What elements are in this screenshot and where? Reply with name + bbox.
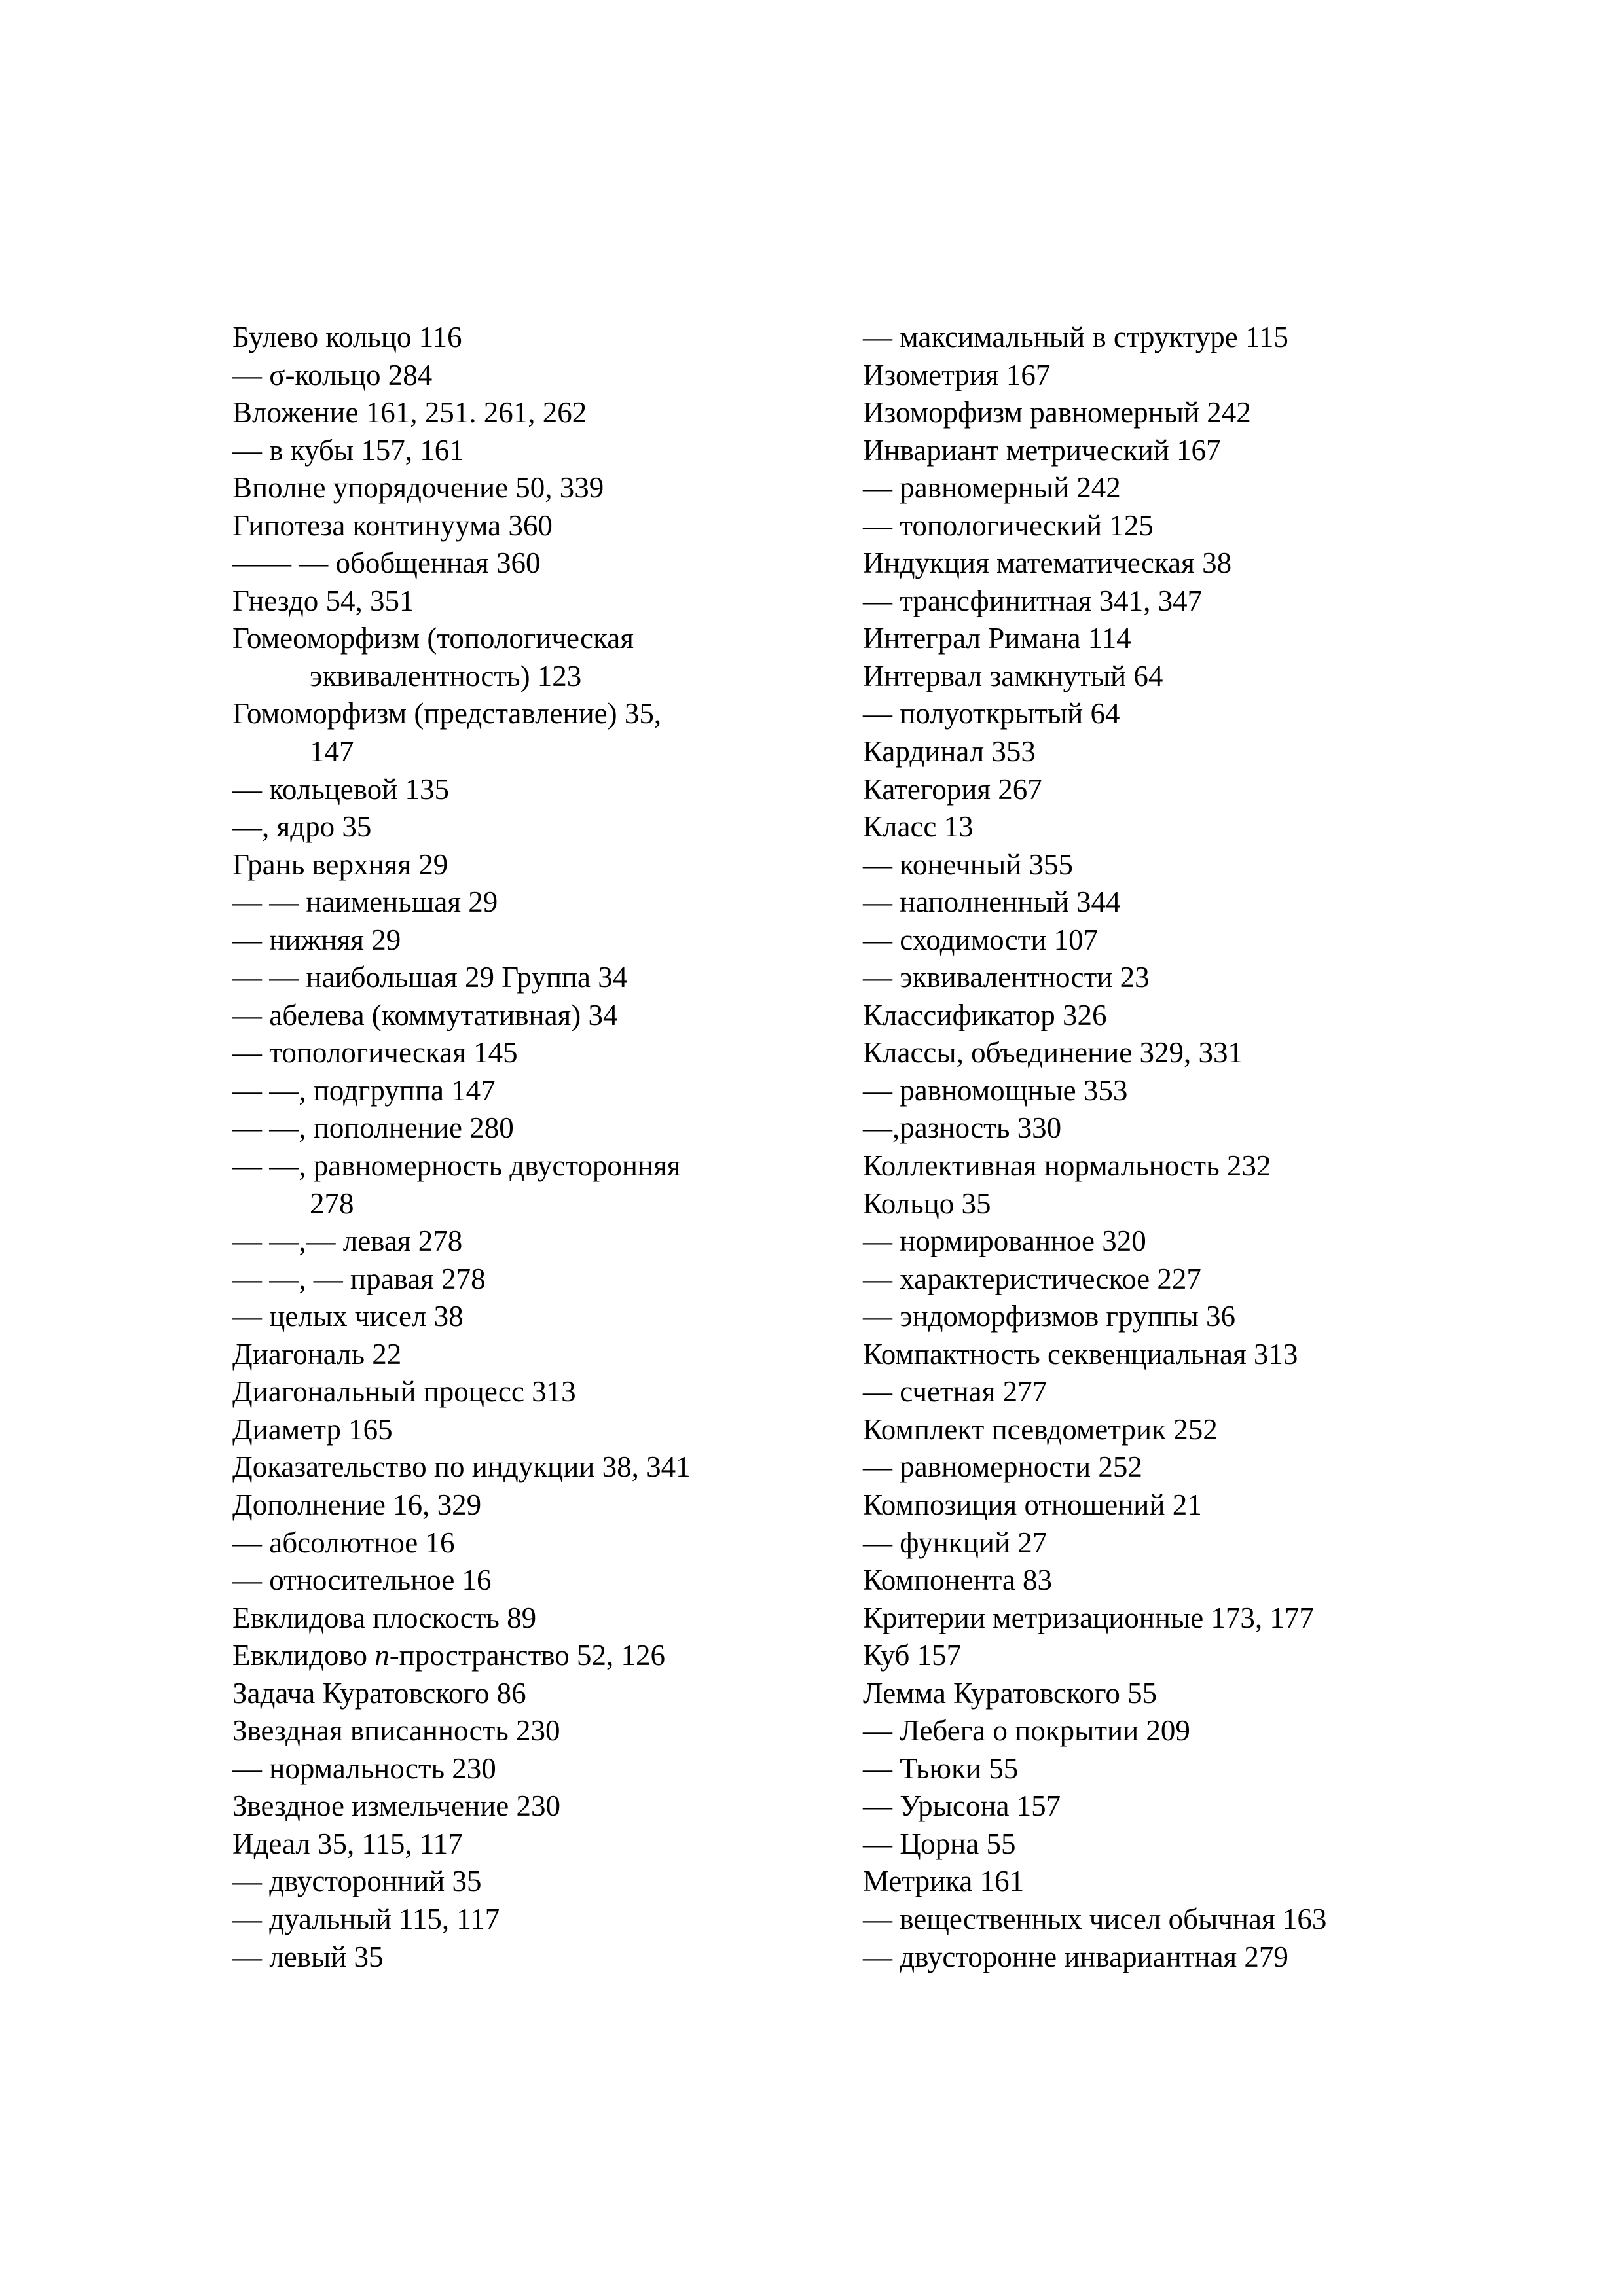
index-entry: — двусторонний 35 [232,1865,482,1898]
index-column-right [863,319,1491,1976]
index-entry: — равномерности 252 [863,1450,1142,1484]
index-entry: Евклидова плоскость 89 [232,1601,537,1634]
index-entry: — —, пополнение 280 [232,1111,514,1145]
index-entry: Звездное измельчение 230 [232,1789,560,1823]
index-entry: — —, — правая 278 [232,1262,486,1295]
index-entry: Изометрия 167 [863,358,1051,391]
index-entry: — нормированное 320 [863,1225,1146,1258]
index-entry: — топологический 125 [863,509,1154,542]
index-entry: — конечный 355 [863,848,1074,881]
index-entry: — двусторонне инвариантная 279 [863,1940,1288,1973]
index-entry: Вложение 161, 251. 261, 262 [232,396,587,429]
index-entry: — —, подгруппа 147 [232,1073,496,1107]
index-entry: Изоморфизм равномерный 242 [863,396,1251,429]
index-entry: — — наибольшая 29 Группа 34 [232,961,628,994]
index-entry: Звездная вписанность 230 [232,1714,560,1748]
index-entry: Лемма Куратовского 55 [863,1676,1158,1710]
index-entry: — вещественных чисел обычная 163 [863,1902,1327,1935]
index-entry: Евклидово n-пространство 52, 126 [232,1639,665,1672]
index-entry: Идеал 35, 115, 117 [232,1827,463,1860]
index-entry: — наполненный 344 [863,886,1121,919]
index-entry: Доказательство по индукции 38, 341 [232,1450,691,1484]
index-entry: Грань верхняя 29 [232,848,448,881]
index-entry: — равномерный 242 [863,471,1121,505]
index-entry: Булево кольцо 116 [232,321,462,353]
index-entry: Дополнение 16, 329 [232,1488,482,1521]
index-entry: — характеристическое 227 [863,1262,1201,1295]
index-entry: —— — обобщенная 360 [232,547,541,580]
index-entry: Гомеоморфизм (топологическая [232,622,634,655]
index-entry: — кольцевой 135 [232,772,450,806]
index-entry: — эндоморфизмов группы 36 [863,1300,1236,1333]
index-entry: Интервал замкнутый 64 [863,659,1163,692]
index-entry: — Тьюки 55 [863,1751,1019,1785]
index-entry: Гипотеза континуума 360 [232,509,553,542]
index-entry-continuation: 278 [310,1187,354,1220]
index-entry: Вполне упорядочение 50, 339 [232,471,604,505]
index-entry: —, ядро 35 [232,810,372,844]
index-entry: — Цорна 55 [863,1827,1016,1860]
index-entry: Компактность секвенциальная 313 [863,1337,1298,1371]
index-entry: — Урысона 157 [863,1789,1061,1823]
index-entry: — нижняя 29 [232,923,401,956]
index-entry: —,разность 330 [863,1111,1062,1145]
index-entry: — топологическая 145 [232,1036,518,1069]
index-entry: Индукция математическая 38 [863,547,1232,580]
index-entry: — счетная 277 [863,1375,1048,1408]
index-entry: — относительное 16 [232,1564,492,1597]
index-entry: Кольцо 35 [863,1187,991,1220]
index-entry: Кардинал 353 [863,735,1036,768]
index-entry: — эквивалентности 23 [863,961,1150,994]
index-entry: Классы, объединение 329, 331 [863,1036,1243,1069]
index-entry-continuation: 147 [310,735,354,768]
index-entry: Композиция отношений 21 [863,1488,1202,1521]
index-entry: — абсолютное 16 [232,1526,455,1559]
index-entry-continuation: эквивалентность) 123 [310,659,582,692]
index-entry: — Лебега о покрытии 209 [863,1714,1190,1748]
index-entry: Классификатор 326 [863,998,1107,1031]
index-entry: Задача Куратовского 86 [232,1676,526,1710]
index-entry: Компонента 83 [863,1564,1053,1597]
index-entry: Класс 13 [863,810,974,844]
index-entry: — левый 35 [232,1940,384,1973]
index-entry: Коллективная нормальность 232 [863,1149,1271,1183]
index-entry: Метрика 161 [863,1865,1025,1898]
index-entry: — максимальный в структуре 115 [863,321,1288,353]
index-entry: — трансфинитная 341, 347 [863,584,1203,617]
index-entry: — — наименьшая 29 [232,886,498,919]
index-entry: — функций 27 [863,1526,1048,1559]
index-entry: — —, равномерность двусторонняя [232,1149,681,1183]
index-entry: — σ-кольцо 284 [232,358,433,391]
index-entry: Инвариант метрический 167 [863,433,1221,467]
index-entry: — нормальность 230 [232,1751,496,1785]
index-entry: — целых чисел 38 [232,1300,464,1333]
index-entry: Куб 157 [863,1639,962,1672]
index-entry: Диаметр 165 [232,1412,393,1446]
index-entry: — равномощные 353 [863,1073,1128,1107]
index-entry: — абелева (коммутативная) 34 [232,998,618,1031]
index-entry: Комплект псевдометрик 252 [863,1412,1218,1446]
index-entry: — —,— левая 278 [232,1225,463,1258]
index-entry: Критерии метризационные 173, 177 [863,1601,1314,1634]
index-entry: — в кубы 157, 161 [232,433,464,467]
index-entry: Гнездо 54, 351 [232,584,414,617]
math-variable-n: n [374,1639,390,1672]
index-entry: — дуальный 115, 117 [232,1902,500,1935]
index-column-left [232,319,861,1976]
index-entry: Интеграл Римана 114 [863,622,1131,655]
index-entry: Категория 267 [863,772,1042,806]
index-entry: — полуоткрытый 64 [863,697,1120,730]
index-entry: — сходимости 107 [863,923,1099,956]
index-entry: Гомоморфизм (представление) 35, [232,697,662,730]
index-entry: Диагональ 22 [232,1337,402,1371]
index-entry: Диагональный процесс 313 [232,1375,576,1408]
